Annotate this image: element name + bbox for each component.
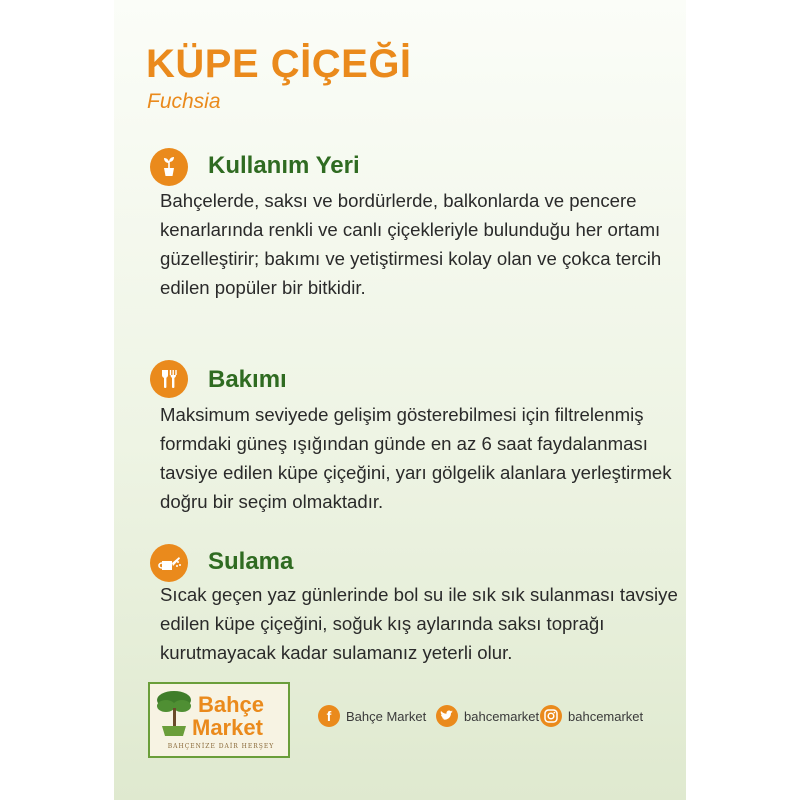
section-heading-usage: Kullanım Yeri	[208, 152, 360, 179]
section-heading-watering: Sulama	[208, 548, 294, 575]
twitter-icon	[436, 705, 458, 727]
page-subtitle: Fuchsia	[147, 90, 221, 113]
social-twitter-label: bahcemarket	[464, 708, 540, 724]
tree-icon	[154, 688, 194, 740]
watering-can-icon	[150, 544, 188, 582]
page-title: KÜPE ÇİÇEĞİ	[146, 42, 412, 86]
bahce-market-logo	[148, 682, 290, 758]
instagram-icon	[540, 705, 562, 727]
garden-tools-icon	[150, 360, 188, 398]
section-body-watering: Sıcak geçen yaz günlerinde bol su ile sık sık sulanması tavsiye edilen küpe çiçeğini, soğuk kış aylarında saksı toprağı kurutmayacak kadar sulamanız yeterli olur.	[160, 584, 678, 663]
facebook-icon: f	[318, 705, 340, 727]
section-body-care: Maksimum seviyede gelişim gösterebilmesi için filtrelenmiş formdaki güneş ışığından günde en az 6 saat faydalanması tavsiye edilen küpe çiçeğini, yarı gölgelik alanlara yerleştirmek doğru bir seçim olmaktadır.	[160, 404, 672, 512]
potted-plant-icon	[150, 148, 188, 186]
section-body-usage: Bahçelerde, saksı ve bordürlerde, balkonlarda ve pencere kenarlarında renkli ve canlı çiçekleriyle bulunduğu her ortamı güzelleştirir; bakımı ve yetiştirmesi kolay olan ve çokca tercih edilen popüler bir bitkidir.	[160, 190, 662, 298]
social-instagram-label: bahcemarket	[568, 708, 644, 724]
logo-word-bahce: Bahçe	[198, 692, 265, 717]
social-facebook[interactable]	[318, 705, 426, 727]
social-twitter[interactable]	[436, 705, 539, 727]
social-facebook-label: Bahçe Market	[346, 708, 427, 724]
logo-tagline: BAHÇENİZE DAİR HERŞEY	[167, 743, 275, 750]
section-heading-care: Bakımı	[208, 366, 287, 393]
logo-word-market: Market	[192, 715, 263, 740]
social-instagram[interactable]	[540, 705, 643, 727]
